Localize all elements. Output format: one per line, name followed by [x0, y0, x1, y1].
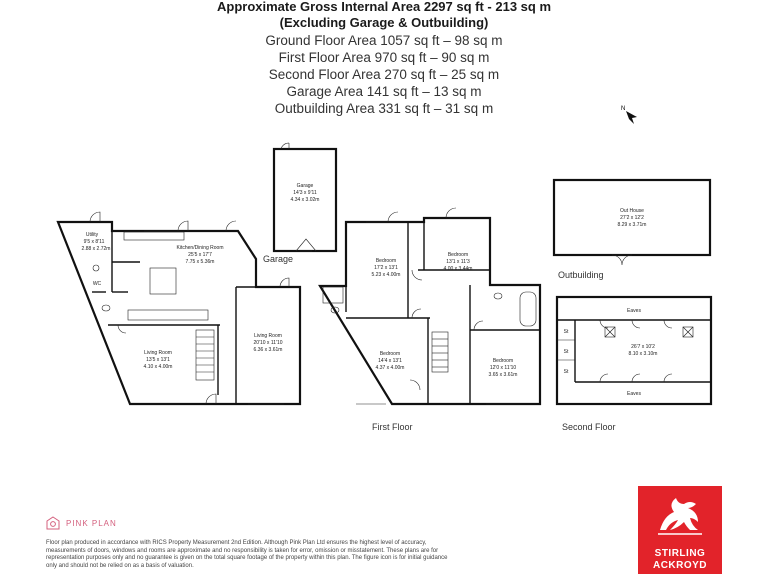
disclaimer-text: Floor plan produced in accordance with RICS Property Measurement 2nd Edition. Although Pink Plan Ltd ensures the highest level of accuracy, measurements of doors, windows and rooms are approximate and no responsibility is taken for error, omission or misstatement. These plans are for representation purposes only and no guarantee is given on the total square footage of the property within this plan. The figure icon is for initial guidance only and should not be relied on as a basis of valuation. — [46, 540, 448, 569]
living2-room-name: Living Room — [254, 333, 282, 339]
area-line-ground: Ground Floor Area 1057 sq ft – 98 sq m — [265, 33, 503, 48]
storage-label-1: St — [563, 329, 569, 335]
living2-room-imperial: 20'10 x 11'10 — [253, 340, 283, 346]
floor-label-second: Second Floor — [562, 422, 616, 432]
bed4-room-name: Bedroom — [492, 358, 514, 364]
agent-name-line2: ACKROYD — [652, 560, 708, 571]
eaves-room-imperial: 26'7 x 10'2 — [631, 344, 655, 350]
kitchen-room-name: Kitchen/Dining Room — [176, 245, 224, 251]
stirling-ackroyd-logo — [638, 486, 722, 574]
wc-label: WC — [92, 281, 102, 287]
living1-room-imperial: 13'5 x 13'1 — [146, 357, 170, 363]
pink-plan-logo-icon — [46, 516, 60, 530]
excluding-note: (Excluding Garage & Outbuilding) — [279, 15, 489, 30]
outhouse-room-imperial: 27'2 x 12'2 — [620, 215, 644, 221]
floor-label-first: First Floor — [372, 422, 413, 432]
first-floor-plan — [320, 208, 540, 404]
eaves-top-label: Eaves — [627, 308, 641, 314]
bed2-room-name: Bedroom — [447, 252, 469, 258]
bed4-room-imperial: 12'0 x 11'10 — [489, 365, 517, 371]
utility-room-name: Utility — [85, 232, 99, 238]
living2-room-metric: 6.36 x 3.61m — [253, 347, 283, 353]
living1-room-name: Living Room — [144, 350, 172, 356]
bed2-room-metric: 4.00 x 3.44m — [443, 266, 473, 272]
ground-floor-plan — [58, 212, 300, 404]
bed1-room-metric: 5.23 x 4.00m — [371, 272, 401, 278]
bed4-room-metric: 3.65 x 3.61m — [488, 372, 518, 378]
garage-room-metric: 4.34 x 3.02m — [290, 197, 320, 203]
outhouse-room-name: Out House — [620, 208, 644, 214]
compass-icon — [621, 106, 637, 124]
bed1-room-name: Bedroom — [375, 258, 397, 264]
utility-room-imperial: 9'5 x 8'11 — [83, 239, 105, 245]
area-line-garage: Garage Area 141 sq ft – 13 sq m — [286, 84, 482, 99]
utility-room-metric: 2.88 x 2.72m — [81, 246, 111, 252]
garage-plan — [274, 143, 336, 251]
garage-room-imperial: 14'3 x 9'11 — [293, 190, 317, 196]
area-line-outbuilding: Outbuilding Area 331 sq ft – 31 sq m — [274, 101, 494, 116]
bed3-room-imperial: 14'4 x 13'1 — [378, 358, 402, 364]
outhouse-room-metric: 8.29 x 3.71m — [617, 222, 647, 228]
storage-label-2: St — [563, 349, 569, 355]
bed2-room-imperial: 13'1 x 11'3 — [446, 259, 470, 265]
kitchen-room-imperial: 25'5 x 17'7 — [188, 252, 212, 258]
agent-name-line1: STIRLING — [654, 548, 706, 559]
gross-area-title: Approximate Gross Internal Area 2297 sq ft - 213 sq m — [216, 0, 552, 14]
bed1-room-imperial: 17'2 x 13'1 — [374, 265, 398, 271]
outbuilding-plan — [554, 180, 710, 265]
pink-plan-logo — [46, 516, 117, 530]
bed3-room-metric: 4.37 x 4.00m — [375, 365, 405, 371]
area-line-first: First Floor Area 970 sq ft – 90 sq m — [278, 50, 490, 65]
eaves-bottom-label: Eaves — [627, 391, 641, 397]
kitchen-room-metric: 7.75 x 5.36m — [185, 259, 215, 265]
living1-room-metric: 4.10 x 4.00m — [143, 364, 173, 370]
pink-plan-brand: PINK PLAN — [66, 518, 117, 528]
griffin-icon — [638, 490, 722, 542]
area-line-second: Second Floor Area 270 sq ft – 25 sq m — [268, 67, 500, 82]
storage-label-3: St — [563, 369, 569, 375]
floor-label-garage: Garage — [263, 254, 294, 264]
garage-room-name: Garage — [296, 183, 314, 189]
eaves-room-metric: 8.10 x 3.10m — [628, 351, 658, 357]
second-floor-plan — [557, 297, 711, 404]
bed3-room-name: Bedroom — [379, 351, 401, 357]
compass-label: N — [621, 106, 626, 112]
floor-label-outbuilding: Outbuilding — [558, 270, 604, 280]
